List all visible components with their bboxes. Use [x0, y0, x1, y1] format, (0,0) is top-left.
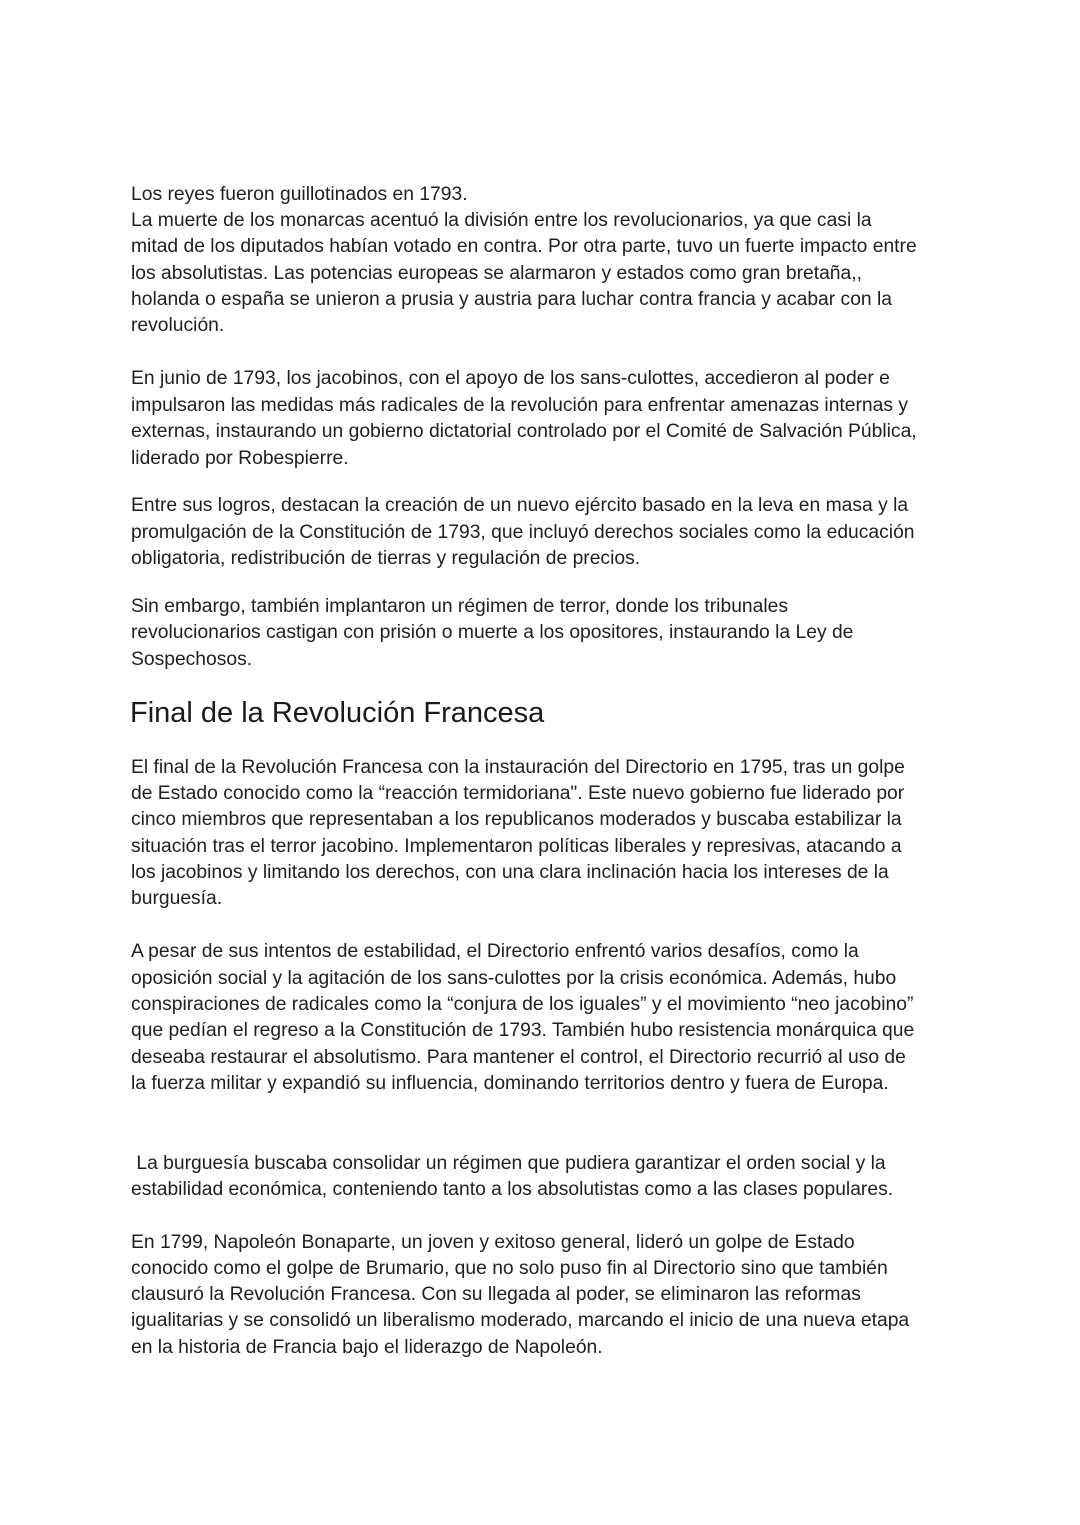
- paragraph-line: promulgación de la Constitución de 1793, que incluyó derechos sociales como la educación: [131, 522, 915, 543]
- paragraph-line: clausuró la Revolución Francesa. Con su llegada al poder, se eliminaron las reformas: [131, 1284, 861, 1305]
- paragraph-line: La muerte de los monarcas acentuó la división entre los revolucionarios, ya que casi la: [131, 210, 872, 231]
- paragraph-line: estabilidad económica, conteniendo tanto a los absolutistas como a las clases populares.: [131, 1179, 894, 1200]
- paragraph-line: externas, instaurando un gobierno dictatorial controlado por el Comité de Salvación Pública,: [131, 421, 917, 442]
- paragraph-line: conspiraciones de radicales como la “conjura de los iguales” y el movimiento “neo jacobino”: [131, 994, 914, 1015]
- paragraph-line: los absolutistas. Las potencias europeas se alarmaron y estados como gran bretaña,,: [131, 263, 862, 284]
- paragraph-line: El final de la Revolución Francesa con la instauración del Directorio en 1795, tras un golpe: [131, 757, 905, 778]
- paragraph-line: Sospechosos.: [131, 649, 253, 670]
- paragraph-line: conocido como el golpe de Brumario, que no solo puso fin al Directorio sino que también: [131, 1258, 888, 1279]
- paragraph-line: la fuerza militar y expandió su influencia, dominando territorios dentro y fuera de Europa.: [131, 1073, 889, 1094]
- paragraph-line: situación tras el terror jacobino. Implementaron políticas liberales y represivas, atacando a: [131, 836, 902, 857]
- paragraph-line: En junio de 1793, los jacobinos, con el apoyo de los sans-culottes, accedieron al poder e: [131, 368, 890, 389]
- paragraph-line: en la historia de Francia bajo el liderazgo de Napoleón.: [131, 1337, 603, 1358]
- paragraph-line: burguesía.: [131, 888, 223, 909]
- paragraph-line: cinco miembros que representaban a los republicanos moderados y buscaba estabilizar la: [131, 809, 902, 830]
- paragraph-line: Los reyes fueron guillotinados en 1793.: [131, 184, 468, 205]
- paragraph-line: liderado por Robespierre.: [131, 448, 349, 469]
- paragraph-line: Entre sus logros, destacan la creación de un nuevo ejército basado en la leva en masa y la: [131, 495, 909, 516]
- paragraph-line: revolucionarios castigan con prisión o muerte a los opositores, instaurando la Ley de: [131, 622, 854, 643]
- paragraph-line: de Estado conocido como la “reacción termidoriana". Este nuevo gobierno fue liderado por: [131, 783, 905, 804]
- paragraph-line: los jacobinos y limitando los derechos, con una clara inclinación hacia los intereses de la: [131, 862, 889, 883]
- paragraph-line: Sin embargo, también implantaron un régimen de terror, donde los tribunales: [131, 596, 789, 617]
- paragraph-line: En 1799, Napoleón Bonaparte, un joven y exitoso general, lideró un golpe de Estado: [131, 1232, 855, 1253]
- paragraph-line: que pedían el regreso a la Constitución de 1793. También hubo resistencia monárquica que: [131, 1020, 915, 1041]
- paragraph-line: A pesar de sus intentos de estabilidad, el Directorio enfrentó varios desafíos, como la: [131, 941, 859, 962]
- paragraph-line: oposición social y la agitación de los sans-culottes por la crisis económica. Además, hubo: [131, 968, 897, 989]
- section-heading: Final de la Revolución Francesa: [130, 697, 545, 729]
- paragraph-line: impulsaron las medidas más radicales de la revolución para enfrentar amenazas internas y: [131, 395, 909, 416]
- paragraph-line: obligatoria, redistribución de tierras y regulación de precios.: [131, 548, 641, 569]
- paragraph-line: mitad de los diputados habían votado en contra. Por otra parte, tuvo un fuerte impacto entre: [131, 236, 917, 257]
- paragraph-line: igualitarias y se consolidó un liberalismo moderado, marcando el inicio de una nueva etapa: [131, 1310, 910, 1331]
- paragraph-line: La burguesía buscaba consolidar un régimen que pudiera garantizar el orden social y la: [131, 1153, 886, 1174]
- paragraph-line: revolución.: [131, 315, 225, 336]
- paragraph-line: holanda o españa se unieron a prusia y austria para luchar contra francia y acabar con la: [131, 289, 893, 310]
- paragraph-line: deseaba restaurar el absolutismo. Para mantener el control, el Directorio recurrió al uso de: [131, 1047, 906, 1068]
